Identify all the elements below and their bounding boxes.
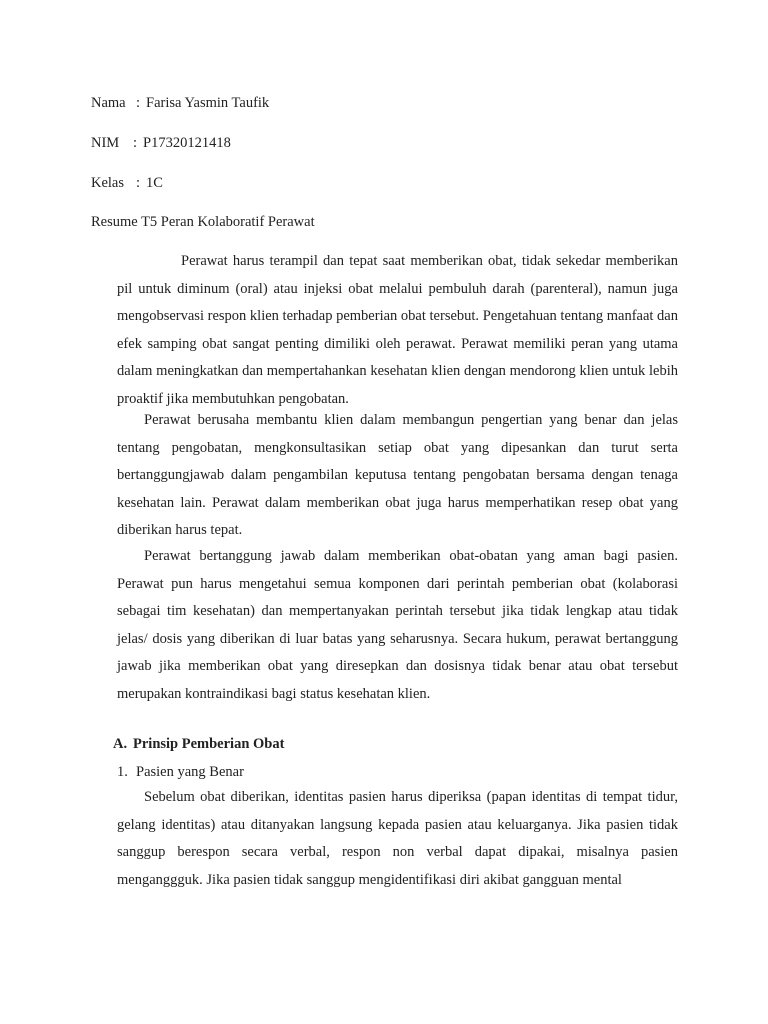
- name-separator: :: [136, 95, 141, 111]
- list-item-title-text: Pasien yang Benar: [136, 764, 244, 780]
- class-separator: :: [136, 175, 141, 191]
- name-label: Nama: [91, 95, 126, 111]
- list-item-title: [117, 762, 244, 782]
- nim-field: [91, 133, 231, 153]
- section-heading: [113, 734, 284, 754]
- paragraph-1: Perawat harus terampil dan tepat saat memberikan obat, tidak sekedar memberikan pil untuk diminum (oral) atau injeksi obat melalui pembuluh darah (parenteral), namun juga mengobservasi respon klien terhadap pemberian obat tersebut. Pengetahuan tentang manfaat dan efek samping obat sangat penting dimiliki oleh perawat. Perawat memiliki peran yang utama dalam meningkatkan dan mempertahankan kesehatan klien dengan mendorong klien untuk lebih proaktif jika membutuhkan pengobatan.: [117, 253, 678, 407]
- name-value: Farisa Yasmin Taufik: [146, 95, 270, 111]
- class-field: [91, 173, 163, 193]
- class-value: 1C: [146, 175, 163, 191]
- paragraph-4: Sebelum obat diberikan, identitas pasien harus diperiksa (papan identitas di tempat tidur, gelang identitas) atau ditanyakan langsung kepada pasien atau keluarganya. Jika pasien tidak sanggup berespon secara verbal, respon non verbal dapat dipakai, misalnya pasien menganggguk. Jika pasien tidak sanggup mengidentifikasi diri akibat gangguan mental: [117, 789, 678, 888]
- document-title: Resume T5 Peran Kolaboratif Perawat: [91, 214, 315, 230]
- section-letter: A.: [113, 736, 128, 752]
- nim-label: NIM: [91, 135, 120, 151]
- name-field: [91, 93, 269, 113]
- section-heading-text: Prinsip Pemberian Obat: [133, 736, 285, 752]
- nim-value: P17320121418: [143, 135, 231, 151]
- paragraph-2: Perawat berusaha membantu klien dalam membangun pengertian yang benar dan jelas tentang pengobatan, mengkonsultasikan setiap obat yang dipesankan dan turut serta bertanggungjawab dalam pengambilan keputusa tentang pengobatan bersama dengan tenaga kesehatan lain. Perawat dalam memberikan obat juga harus memperhatikan resep obat yang diberikan harus tepat.: [117, 412, 678, 538]
- list-item-number: 1.: [117, 764, 128, 780]
- paragraph-3: Perawat bertanggung jawab dalam memberikan obat-obatan yang aman bagi pasien. Perawat pun harus mengetahui semua komponen dari perintah pemberian obat (kolaborasi sebagai tim kesehatan) dan mempertanyakan perintah tersebut jika tidak lengkap atau tidak jelas/ dosis yang diberikan di luar batas yang seharusnya. Secara hukum, perawat bertanggung jawab jika memberikan obat yang diresepkan dan dosisnya tidak benar atau obat tersebut merupakan kontraindikasi bagi status kesehatan klien.: [117, 548, 678, 702]
- class-label: Kelas: [91, 175, 125, 191]
- nim-separator: :: [133, 135, 138, 151]
